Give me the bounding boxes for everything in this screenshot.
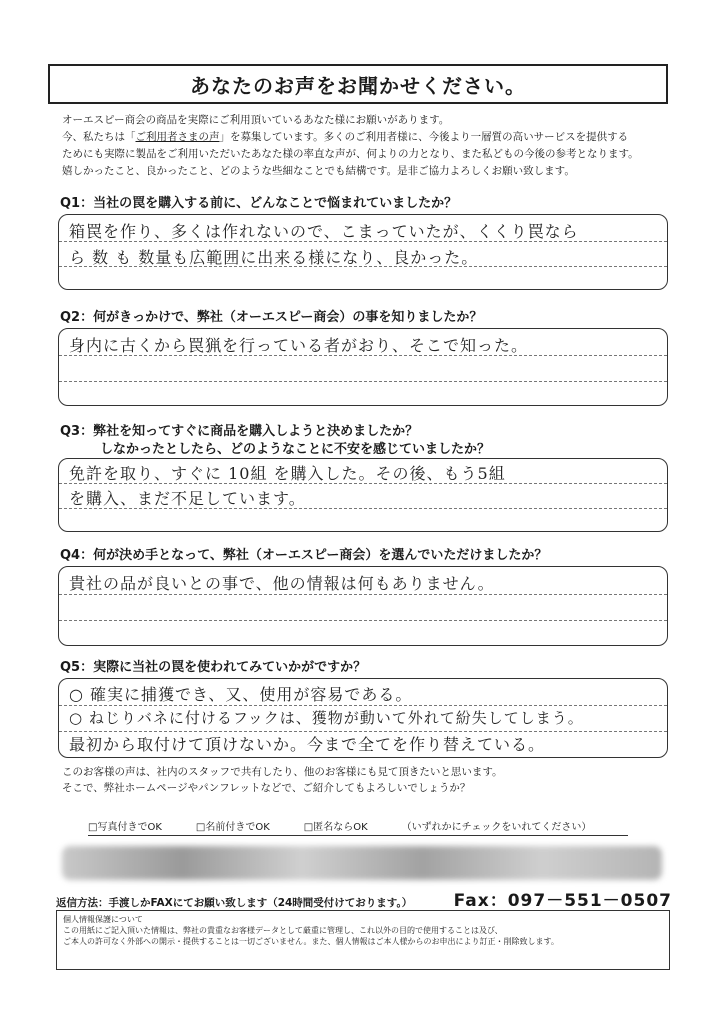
q1-label: Q1：当社の罠を購入する前に、どんなことで悩まれていましたか？ [60, 196, 458, 211]
intro-line-4: 嬉しかったこと、良かったこと、どのような些細なことでも結構です。是非ご協力よろしくお願い致します。 [62, 165, 575, 177]
q2-answer-box[interactable] [58, 328, 668, 406]
checkbox-anonymous[interactable]: □匿名ならOK [303, 822, 368, 833]
privacy-title: 個人情報保護について [63, 915, 143, 924]
q2-label: Q2：何がきっかけで、弊社（オーエスピー商会）の事を知りましたか？ [60, 310, 483, 325]
q5-answer-line-1: ○ 確実に捕獲でき、又、使用が容易である。 [69, 685, 413, 704]
privacy-line-2: ご本人の許可なく外部への開示・提供することは一切ございません。また、個人情報はご本人様からのお申出により訂正・削除致します。 [63, 937, 559, 946]
q5-answer-box[interactable] [58, 678, 668, 758]
permission-checkboxes [88, 818, 628, 836]
page-title [48, 64, 668, 104]
q5-answer-line-3: 最初から取付けて頂けないか。今まで全てを作り替えている。 [69, 735, 546, 754]
redacted-signature-area [62, 846, 662, 880]
intro-line-3: ためにも実際に製品をご利用いただいたあなた様の率直な声が、何よりの力となり、また私どもの今後の参考となります。 [62, 148, 639, 160]
q3-label: Q3：弊社を知ってすぐに商品を購入しようと決めましたか？ [60, 424, 419, 439]
checkbox-photo[interactable]: □写真付きでOK [88, 822, 162, 833]
q5-label: Q5：実際に当社の罠を使われてみていかがですか？ [60, 660, 367, 675]
q4-label: Q4：何が決め手となって、弊社（オーエスピー商会）を選んでいただけましたか？ [60, 548, 548, 563]
q1-answer-box[interactable] [58, 214, 668, 290]
closing-text [62, 764, 662, 796]
intro-line-2-pre: 今、私たちは「 [62, 131, 136, 143]
reply-method: 返信方法：手渡しかFAXにてお願い致します（24時間受付けております。） [56, 897, 413, 909]
checkbox-note: （いずれかにチェックをいれてください） [401, 822, 592, 833]
title-text: あなたのお声をお聞かせください。 [190, 73, 526, 98]
q5-answer-line-2: ○ ねじりバネに付けるフックは、獲物が動いて外れて紛失してしまう。 [69, 709, 584, 727]
q1-answer-line-1: 箱罠を作り、多くは作れないので、こまっていたが、くくり罠なら [69, 222, 579, 241]
q4-answer-line-1: 貴社の品が良いとの事で、他の情報は何もありません。 [69, 574, 495, 593]
q3-answer-box[interactable] [58, 458, 668, 532]
q1-answer-line-2: ら 数 も 数量も広範囲に出来る様になり、良かった。 [69, 248, 479, 267]
q4-answer-box[interactable] [58, 566, 668, 646]
closing-line-2: そこで、弊社ホームページやパンフレットなどで、ご紹介してもよろしいでしょうか？ [62, 782, 471, 794]
intro-line-2-post: 」を募集しています。多くのご利用者様に、今後より一層質の高いサービスを提供する [219, 131, 629, 143]
privacy-notice [56, 910, 670, 970]
privacy-line-1: この用紙にご記入頂いた情報は、弊社の貴重なお客様データとして厳重に管理し、これ以外の目的で使用することは及び、 [63, 926, 503, 935]
closing-line-1: このお客様の声は、社内のスタッフで共有したり、他のお客様にも見て頂きたいと思います。 [62, 766, 503, 778]
q2-answer-line-1: 身内に古くから罠猟を行っている者がおり、そこで知った。 [69, 336, 529, 355]
intro-text [62, 112, 662, 180]
intro-line-1: オーエスピー商会の商品を実際にご利用頂いているあなた様にお願いがあります。 [62, 114, 450, 126]
checkbox-name[interactable]: □名前付きでOK [195, 822, 270, 833]
q3-answer-line-1: 免許を取り、すぐに 10組 を購入した。その後、もう5組 [69, 464, 506, 483]
intro-highlight: ご利用者さまの声 [135, 131, 220, 143]
reply-info [56, 886, 672, 911]
q3-label-2: しなかったとしたら、どのようなことに不安を感じていましたか？ [100, 442, 491, 457]
fax-number: Fax：097－551－0507 [453, 891, 672, 911]
intro-line-2 [62, 129, 662, 146]
q3-answer-line-2: を購入、まだ不足しています。 [69, 489, 306, 508]
